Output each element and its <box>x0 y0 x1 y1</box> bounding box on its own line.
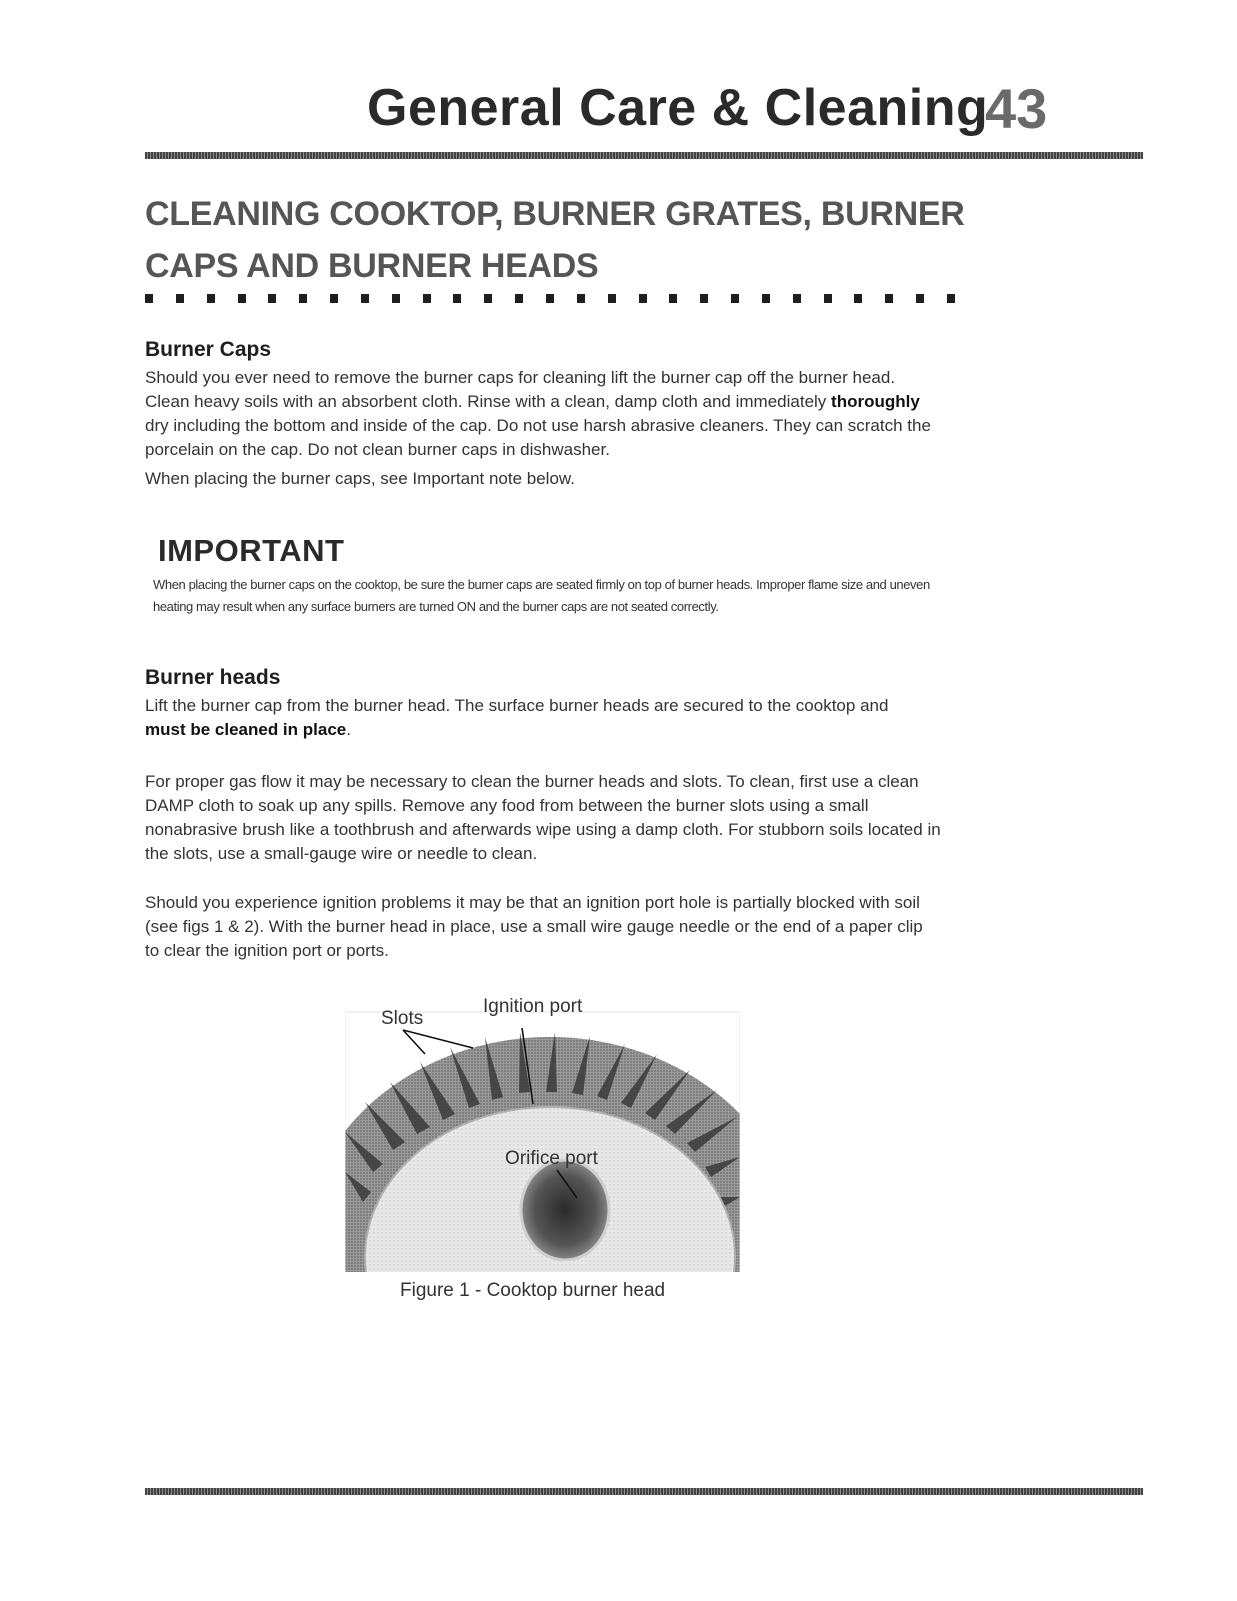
emphasis-thoroughly: thoroughly <box>831 392 920 411</box>
important-text: When placing the burner caps on the cooktop, be sure the burner caps are seated firmly on top of burner heads. Improper flame size and uneven heating may result when any surface burners are turned ON and the burner caps are not seated correctly. <box>153 577 930 614</box>
section-title <box>145 188 1045 292</box>
page-number: 43 <box>985 77 1048 140</box>
burner-heads-heading: Burner heads <box>145 666 281 689</box>
page-header <box>0 78 1237 148</box>
burner-heads-paragraph: Lift the burner cap from the burner head. The surface burner heads are secured to the cooktop and must be cleaned in place. <box>145 696 889 739</box>
label-orifice-port: Orifice port <box>505 1148 598 1169</box>
burner-caps-paragraph: Should you ever need to remove the burner caps for cleaning lift the burner cap off the burner head. Clean heavy soils with an absorbent cloth. Rinse with a clean, damp cloth and immediately thoroughly dry including the bottom and inside of the cap. Do not use harsh abrasive cleaners. They can scratch the porcelain on the cap. Do not clean burner caps in dishwasher. <box>145 368 931 459</box>
footer-rule <box>145 1488 1143 1495</box>
decorative-square-divider <box>145 294 955 304</box>
section-title-line-2: CAPS AND BURNER HEADS <box>145 247 599 285</box>
burner-caps-section <box>145 337 945 491</box>
section-title-line-1: CLEANING COOKTOP, BURNER GRATES, BURNER <box>145 195 965 233</box>
label-ignition-port: Ignition port <box>483 996 583 1017</box>
header-rule <box>145 152 1143 159</box>
burner-heads-section <box>145 665 945 742</box>
burner-caps-note: When placing the burner caps, see Important note below. <box>145 469 575 488</box>
burner-caps-heading: Burner Caps <box>145 338 272 361</box>
label-slots: Slots <box>381 1008 424 1029</box>
page-title: General Care & Cleaning <box>367 79 989 137</box>
gas-flow-paragraph: For proper gas flow it may be necessary to clean the burner heads and slots. To clean, first use a clean DAMP cloth to soak up any spills. Remove any food from between the burner slots using a small nonabrasive brush like a toothbrush and afterwards wipe using a damp cloth. For stubborn soils located in the slots, use a small-gauge wire or needle to clean. <box>145 772 941 863</box>
figure-caption: Figure 1 - Cooktop burner head <box>400 1280 666 1301</box>
burner-head-figure <box>345 992 740 1272</box>
ignition-paragraph: Should you experience ignition problems it may be that an ignition port hole is partially blocked with soil (see figs 1 & 2). With the burner head in place, use a small wire gauge needle or the end of a paper clip to clear the ignition port or ports. <box>145 893 923 960</box>
emphasis-cleaned-in-place: must be cleaned in place <box>145 720 347 739</box>
important-heading: IMPORTANT <box>158 533 345 568</box>
burner-head-photo <box>345 992 740 1272</box>
